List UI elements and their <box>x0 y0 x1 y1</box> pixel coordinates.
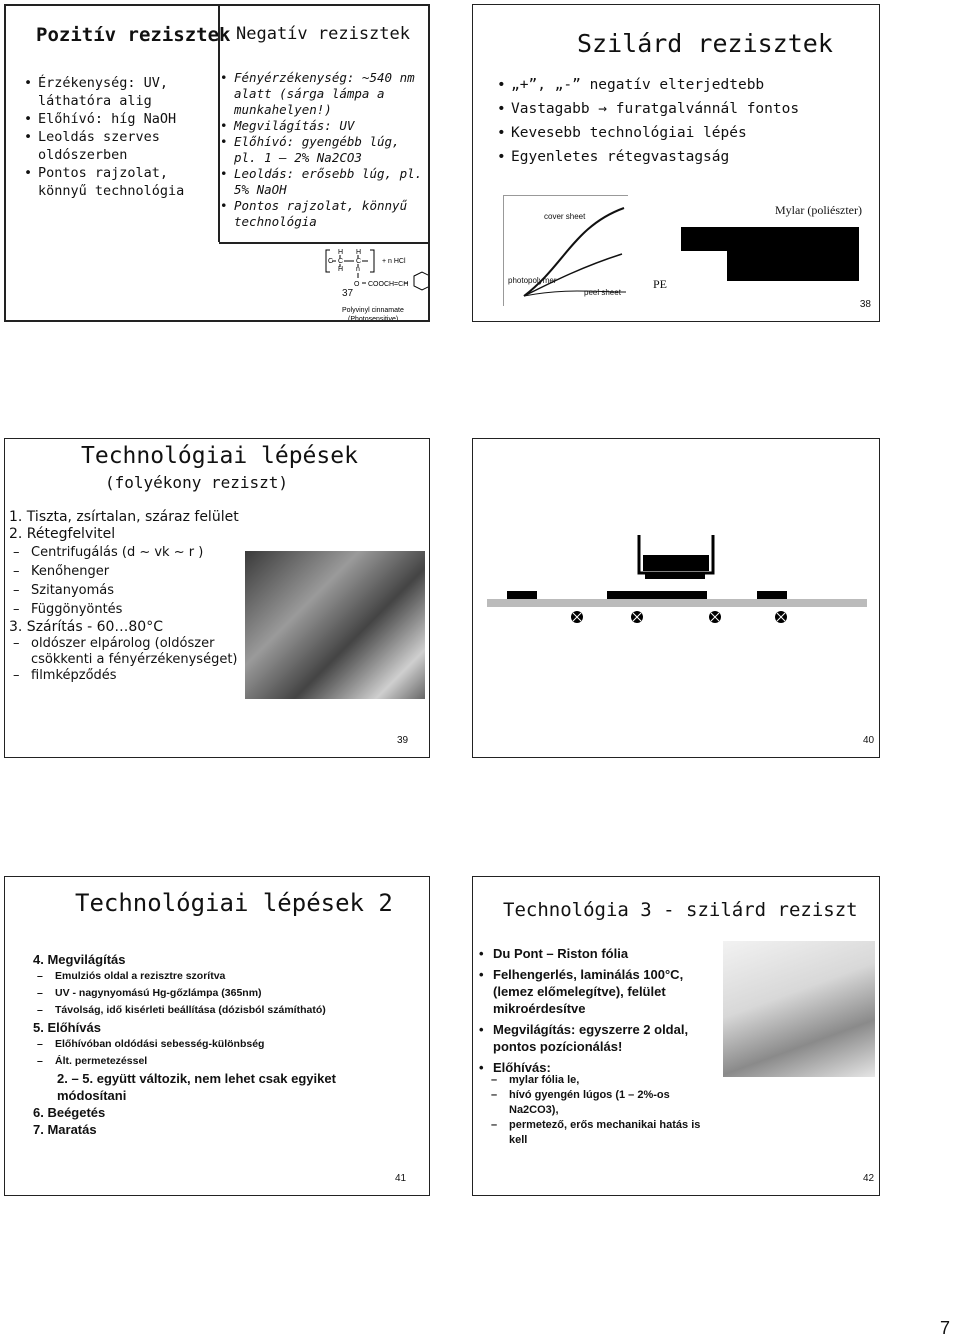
slide-41 <box>4 876 430 1196</box>
slide-subtitle: (folyékony reziszt) <box>105 473 289 492</box>
list-item: • Fényérzékenység: ~540 nm alatt (sárga lámpa a munkahelyen!) <box>220 70 425 118</box>
page-number: 40 <box>863 735 875 746</box>
step-6: 6. Beégetés <box>33 1105 106 1120</box>
list-item: – Függönyöntés <box>9 600 239 619</box>
svg-text:H: H <box>338 249 344 256</box>
list-item: • Du Pont – Riston fólia <box>479 945 719 962</box>
page-number: 38 <box>859 299 871 310</box>
slide-40 <box>472 438 880 758</box>
page-number: 41 <box>395 1173 407 1184</box>
chem-caption: Polyvinyl cinnamate <box>342 307 404 314</box>
develop-subs <box>487 1073 717 1148</box>
step-3: 3. Szárítás - 60…80°C <box>9 619 163 635</box>
step-5: 5. Előhívás <box>33 1020 101 1035</box>
list-item: • Előhívó: gyengébb lúg, pl. 1 – 2% Na2CO3 <box>220 134 425 166</box>
page-number: 42 <box>863 1173 875 1184</box>
svg-text:C: C <box>356 258 362 265</box>
page-number: 39 <box>397 735 409 746</box>
step-4-subs <box>33 968 428 1019</box>
list-item: – Kenőhenger <box>9 562 239 581</box>
step-5-subs <box>33 1036 428 1070</box>
coating-diagram <box>487 529 867 639</box>
step-4: 4. Megvilágítás <box>33 952 126 967</box>
list-item: – permetező, erős mechanikai hatás is kell <box>487 1118 717 1148</box>
steps <box>33 951 428 1138</box>
list-item: • Leoldás: erősebb lúg, pl. 5% NaOH <box>220 166 425 198</box>
list-item: • Megvilágítás: UV <box>220 118 425 134</box>
svg-text:C: C <box>328 258 334 265</box>
chem-caption: (Photosensitive) <box>348 316 399 323</box>
list-item: – Ált. permetezéssel <box>33 1053 428 1070</box>
label-photopolymer: photopolymer <box>508 276 557 285</box>
footer-page-number: 7 <box>940 1318 951 1338</box>
svg-text:H: H <box>338 266 344 273</box>
svg-text:n: n <box>356 266 360 273</box>
slide-title: Szilárd rezisztek <box>577 29 833 58</box>
list-item: • Egyenletes rétegvastagság <box>497 145 877 169</box>
step-1: 1. Tiszta, zsírtalan, száraz felület <box>9 509 239 525</box>
film-diagram <box>503 195 628 306</box>
list-item: – Távolság, idő kisérleti beállítása (dózisból számítható) <box>33 1002 428 1019</box>
step-2: 2. Rétegfelvitel <box>9 526 116 542</box>
label-mylar: Mylar (poliészter) <box>775 203 862 217</box>
list-item: – mylar fólia le, <box>487 1073 717 1088</box>
list-item: • Előhívás: <box>479 1059 719 1076</box>
step-7: 7. Maratás <box>33 1122 97 1137</box>
step-2-5-note: 2. – 5. együtt változik, nem lehet csak egyiket módosítani <box>57 1071 336 1103</box>
polyvinyl-cinnamate-structure <box>322 246 430 322</box>
list-item: – Centrifugálás (d ~ vk ~ r ) <box>9 543 239 562</box>
negative-list <box>220 70 425 230</box>
chem-hcl: + n HCl <box>382 258 406 265</box>
slide-title: Technológia 3 - szilárd reziszt <box>503 899 858 921</box>
list-item: • Megvilágítás: egyszerre 2 oldal, pontos pozícionálás! <box>479 1021 719 1055</box>
slide-37 <box>4 4 430 322</box>
list-item: • Előhívó: híg NaOH <box>24 110 214 128</box>
list-item: • Leoldás szerves oldószerben <box>24 128 214 164</box>
svg-text:C: C <box>338 258 344 265</box>
label-cover-sheet: cover sheet <box>544 212 586 221</box>
slide-title: Technológiai lépések <box>81 443 358 469</box>
slide-title: Technológiai lépések 2 <box>75 889 393 917</box>
list-item: • „+”, „-” negatív elterjedtebb <box>497 73 877 97</box>
page-number: 37 <box>342 288 354 299</box>
svg-text:H: H <box>356 249 362 256</box>
steps <box>9 509 239 684</box>
list-item: – oldószer elpárolog (oldószer csökkenti a fényérzékenységet) <box>9 636 239 668</box>
step-3-subs <box>9 636 239 684</box>
list-item: – Emulziós oldal a rezisztre szorítva <box>33 968 428 985</box>
list-item: • Felhengerlés, laminálás 100°C, (lemez előmelegítve), felület mikroérdesítve <box>479 966 719 1017</box>
list-item: – filmképződés <box>9 668 239 684</box>
list-item: • Érzékenység: UV, láthatóra alig <box>24 74 214 110</box>
bullet-list <box>497 73 877 169</box>
laminator-photo <box>723 941 875 1077</box>
label-peel-sheet: peel sheet <box>584 288 621 297</box>
label-pe: PE <box>653 277 668 291</box>
coating-machine-photo <box>245 551 425 699</box>
slide-39 <box>4 438 430 758</box>
mylar-layer <box>681 227 859 251</box>
positive-title: Pozitív rezisztek <box>36 24 231 46</box>
svg-text:O: O <box>354 281 360 288</box>
list-item: • Vastagabb → furatgalvánnál fontos <box>497 97 877 121</box>
bullet-list <box>479 945 719 1076</box>
list-item: – UV - nagynyomású Hg-gőzlámpa (365nm) <box>33 985 428 1002</box>
chem-ester: COOCH=CH <box>368 281 409 288</box>
step-2-subs <box>9 543 239 619</box>
positive-list <box>24 74 214 200</box>
slide-42 <box>472 876 880 1196</box>
list-item: • Pontos rajzolat, könnyű technológia <box>220 198 425 230</box>
resist-layer <box>727 251 859 281</box>
list-item: • Pontos rajzolat, könnyű technológia <box>24 164 214 200</box>
list-item: • Kevesebb technológiai lépés <box>497 121 877 145</box>
negative-title: Negatív rezisztek <box>236 24 410 44</box>
slide-38 <box>472 4 880 322</box>
list-item: – Előhívóban oldódási sebesség-különbség <box>33 1036 428 1053</box>
list-item: – Szitanyomás <box>9 581 239 600</box>
list-item: – hívó gyengén lúgos (1 – 2%-os Na2CO3), <box>487 1088 717 1118</box>
